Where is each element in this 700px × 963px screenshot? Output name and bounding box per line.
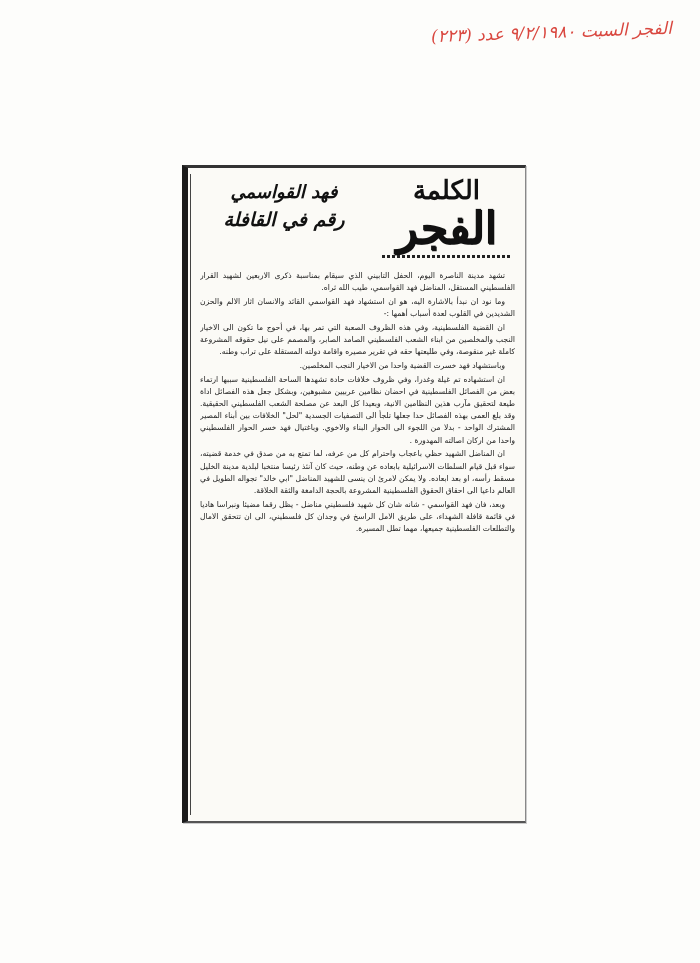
article-headline	[204, 180, 364, 234]
headline-line-2: رقم في القافلة	[223, 209, 345, 231]
headline-line-1: فهد القواسمي	[230, 182, 338, 203]
newspaper-clipping	[182, 165, 526, 823]
clipping-header	[204, 176, 519, 264]
paragraph: ان المناضل الشهيد حظي باعجاب واحترام كل من عرفه، لما تمتع به من صدق في خدمة قضيته، سواء قبل قيام السلطات الاسرائيلية بابعاده عن وطنه، حيث كان آنئذ رئيسا منتخبا لبلدية مدينة الخليل مسقط رأسه، او بعد ابعاده. ولا يمكن لامرئ ان ينسى للشهيد المناضل "ابي خالد" تجواله الطويل في العالم داعيا الى احقاق الحقوق الفلسطينية المشروعة بالحجة الدامغة والثقة الخلاقة.	[200, 449, 515, 495]
paragraph: تشهد مدينة الناصرة اليوم، الحفل التابيني الذي سيقام بمناسبة ذكرى الاربعين لشهيد القرار الفلسطيني المستقل، المناضل فهد القواسمي، طيب الله ثراه.	[200, 271, 515, 293]
paragraph: وما نود ان نبدأ بالاشارة اليه، هو ان استشهاد فهد القواسمي القائد والانسان اثار الالم والحزن الشديدين في القلوب لعدة أسباب أهمها :-	[200, 296, 515, 319]
paragraph: وبعد، فان فهد القواسمي - شانه شان كل شهيد فلسطيني مناضل - يظل رقما مضيئا ونبراسا هاديا في قائمة قافلة الشهداء، على طريق الامل الراسخ في وجدان كل فلسطيني، الى ان تتحقق الامال والتطلعات الفلسطينية جميعها، مهما تطل المسيرة.	[200, 499, 515, 534]
masthead-logo	[374, 176, 519, 260]
paragraph: ان القضية الفلسطينية، وفي هذه الظروف الصعبة التي تمر بها، في أحوج ما تكون الى الاخيار النجب والمخلصين من ابناء الشعب الفلسطيني الصامد الصابر، والمصمم على نيل حقوقه المشروعة كاملة غير منقوصة، وفي طليعتها حقه في تقرير مصيره واقامة دولته المستقلة على تراب وطنه.	[200, 322, 515, 357]
article-body	[200, 270, 515, 811]
handwritten-date-note: الفجر السبت ٩/٢/١٩٨٠ عدد (٢٢٣)	[430, 18, 673, 48]
masthead-line-1: الكلمة	[412, 176, 481, 206]
masthead-line-2: الفجر	[396, 203, 497, 254]
paragraph: وباستشهاد فهد خسرت القضية واحدا من الاخيار النجب المخلصين.	[299, 360, 505, 370]
paragraph: ان استشهاده تم غيلة وغدرا، وفي ظروف خلافات حادة تشهدها الساحة الفلسطينية سببها ارتماء بعض من الفصائل الفلسطينية في احضان نظامين عربيين مشبوهين، وبشكل جعل هذه الفصائل اداة طيعة لتحقيق مآرب هذين النظامين الانية، وبعيدا كل البعد عن مصلحة الشعب الفلسطيني الحقيقية. وقد بلغ العمى بهذه الفصائل حدا جعلها تلجأ الى التصفيات الجسدية "لحل" الخلافات بين أبناء المصير المشترك الواحد - بدلا من اللجوء الى الحوار البناء والاخوي. وباغتيال فهد خسر الحوار الفلسطيني واحدا من اركان اصالته المهدورة .	[200, 374, 515, 445]
